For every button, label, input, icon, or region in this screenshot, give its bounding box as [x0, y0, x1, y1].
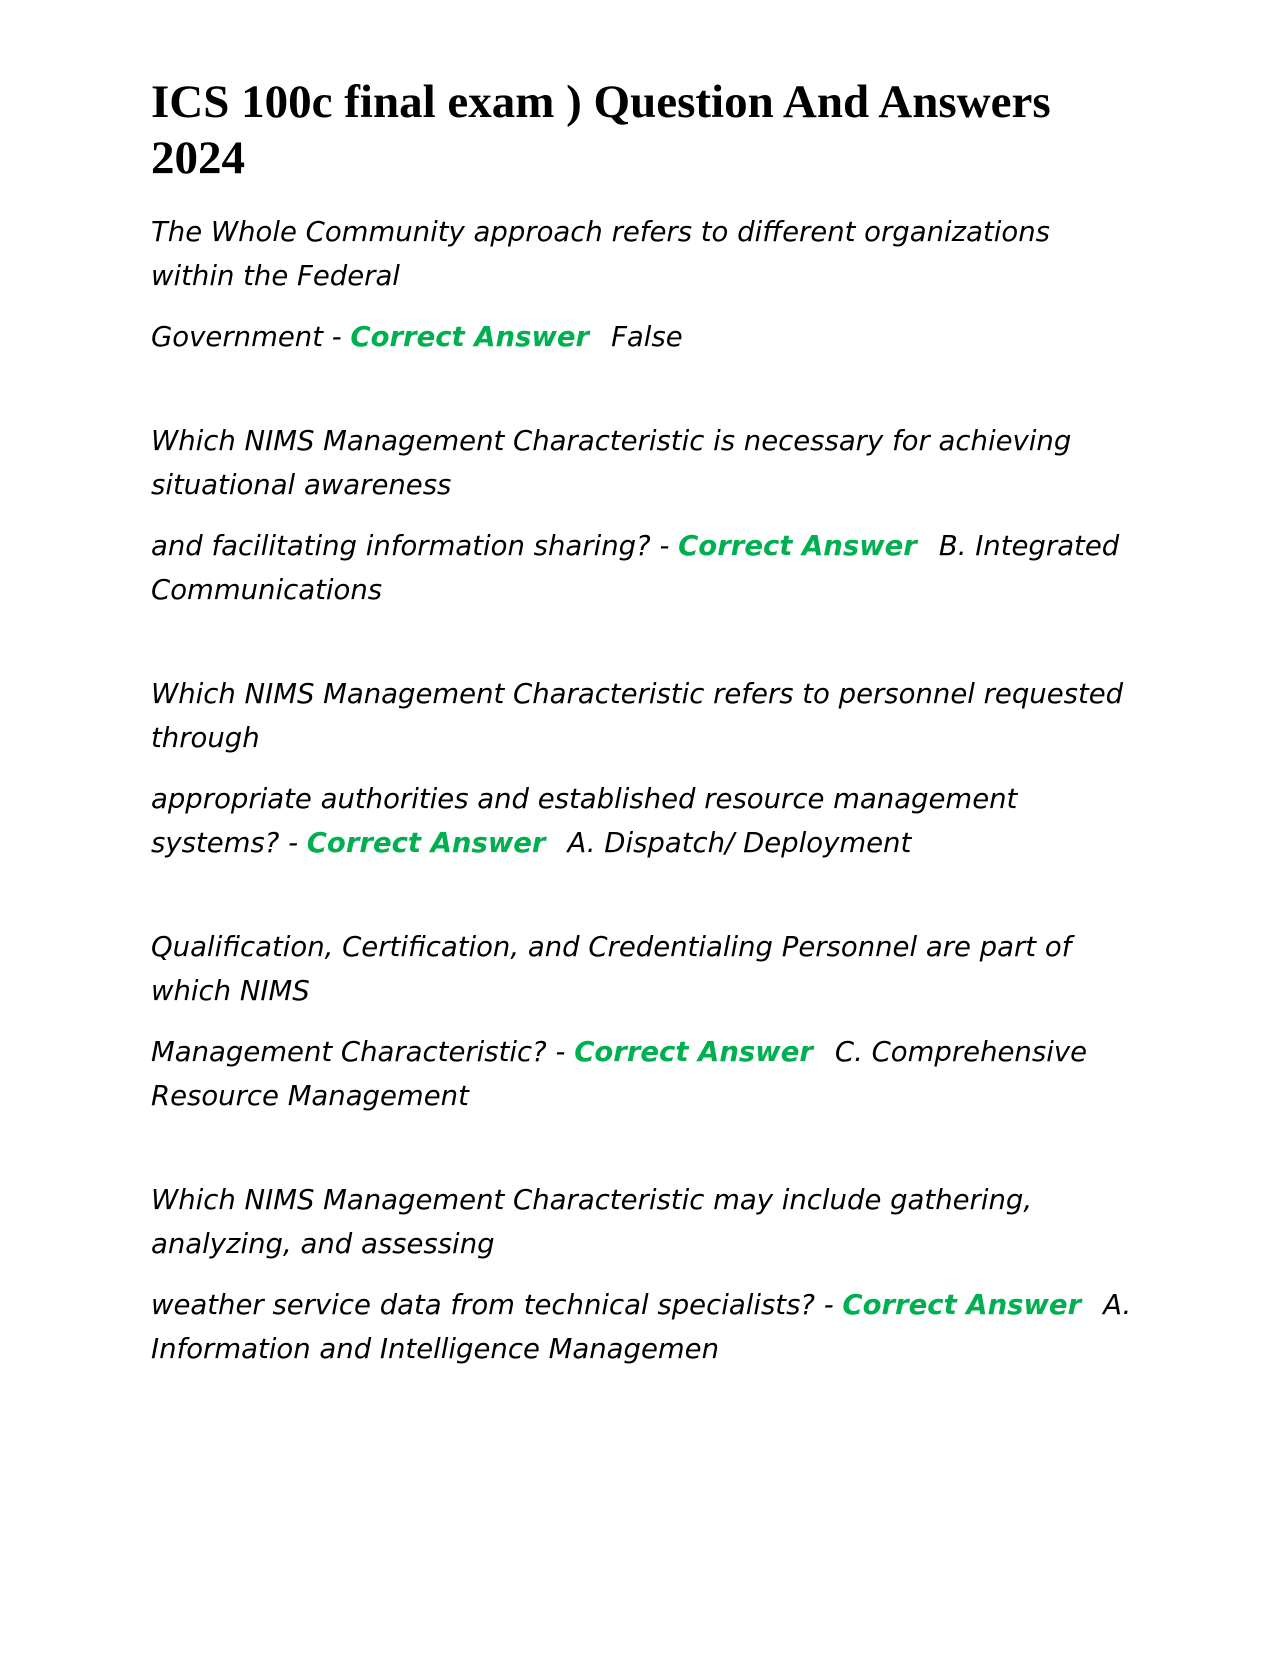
- answer-text: A. Information and Intelligence Managemen: [151, 1289, 1132, 1365]
- qa-item: [151, 210, 1141, 359]
- correct-answer-label: Correct Answer: [574, 1036, 813, 1068]
- question-text: Qualification, Certification, and Credentialing Personnel are part of which NIMS: [151, 931, 1072, 1007]
- question-text: The Whole Community approach refers to different organizations within the Federal: [151, 216, 1050, 292]
- question-continuation: appropriate authorities and established resource management systems? -: [151, 783, 1018, 859]
- answer-line: [151, 524, 1141, 612]
- question-continuation: and facilitating information sharing? -: [151, 530, 679, 562]
- correct-answer-label: Correct Answer: [350, 321, 590, 353]
- question-continuation: Management Characteristic? -: [151, 1036, 575, 1068]
- answer-line: [151, 1283, 1141, 1371]
- document-content: [151, 74, 1141, 1431]
- answer-text: False: [611, 321, 683, 353]
- question-text: Which NIMS Management Characteristic refers to personnel requested through: [151, 678, 1124, 754]
- question-continuation: weather service data from technical specialists? -: [151, 1289, 843, 1321]
- qa-item: [151, 419, 1141, 612]
- correct-answer-label: Correct Answer: [306, 827, 546, 859]
- qa-item: [151, 672, 1141, 865]
- question-continuation: Government -: [151, 321, 351, 353]
- correct-answer-label: Correct Answer: [842, 1289, 1082, 1321]
- answer-text: B. Integrated Communications: [151, 530, 1120, 606]
- answer-text: A. Dispatch/ Deployment: [567, 827, 912, 859]
- question-text: Which NIMS Management Characteristic may include gathering, analyzing, and assessing: [151, 1184, 1033, 1260]
- answer-text: C. Comprehensive Resource Management: [151, 1036, 1088, 1112]
- qa-item: [151, 1178, 1141, 1371]
- answer-line: [151, 777, 1141, 865]
- document-title: ICS 100c final exam ) Question And Answers 2024: [151, 76, 1051, 184]
- answer-line: [151, 1030, 1141, 1118]
- answer-line: [151, 315, 1141, 359]
- correct-answer-label: Correct Answer: [678, 530, 917, 562]
- question-text: Which NIMS Management Characteristic is necessary for achieving situational awareness: [151, 425, 1072, 501]
- qa-item: [151, 925, 1141, 1118]
